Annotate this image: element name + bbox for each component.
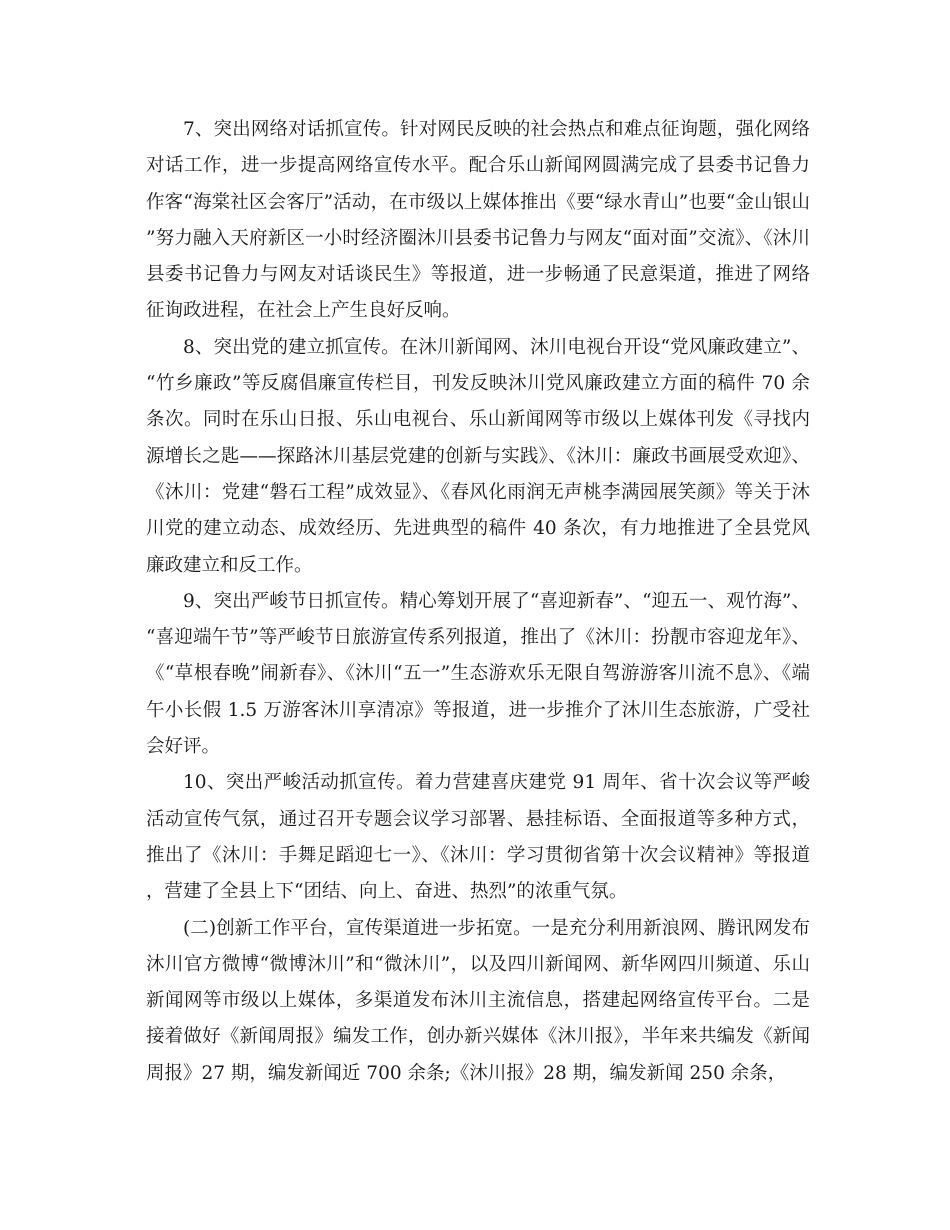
paragraph-party-building: 8、突出党的建立抓宣传。在沐川新闻网、沐川电视台开设“党风廉政建立”、“竹乡廉政”等反腐倡廉宣传栏目，刊发反映沐川党风廉政建立方面的稿件 70 余条次。同时在乐山日报、乐山电视台、乐山新闻网等市级以上媒体刊发《寻找内源增长之匙——探路沐川基层党建的创新与实践》、《沐川：廉政书画展受欢迎》、《沐川：党建“磐石工程”成效显》、《春风化雨润无声桃李满园展笑颜》等关于沐川党的建立动态、成效经历、先进典型的稿件 40 条次，有力地推进了全县党风廉政建立和反工作。 bbox=[146, 336, 810, 576]
paragraph-innovation-platform: (二)创新工作平台，宣传渠道进一步拓宽。一是充分利用新浪网、腾讯网发布沐川官方微博“微博沐川”和“微沐川”，以及四川新闻网、新华网四川频道、乐山新闻网等市级以上媒体，多渠道发布沐川主流信息，搭建起网络宣传平台。二是接着做好《新闻周报》编发工作，创办新兴媒体《沐川报》，半年来共编发《新闻周报》27 期，编发新闻近 700 余条;《沐川报》28 期，编发新闻 250 余条， bbox=[146, 917, 810, 1084]
paragraph-holiday-publicity: 9、突出严峻节日抓宣传。精心筹划开展了“喜迎新春”、“迎五一、观竹海”、“喜迎端午节”等严峻节日旅游宣传系列报道，推出了《沐川：扮靓市容迎龙年》、《“草根春晚”闹新春》、《沐川“五一”生态游欢乐无限自驾游游客川流不息》、《端午小长假 1.5 万游客沐川享清凉》等报道，进一步推介了沐川生态旅游，广受社会好评。 bbox=[146, 590, 810, 758]
document-body bbox=[146, 112, 810, 1092]
paragraph-major-events: 10、突出严峻活动抓宣传。着力营建喜庆建党 91 周年、省十次会议等严峻活动宣传气氛，通过召开专题会议学习部署、悬挂标语、全面报道等多种方式，推出了《沐川：手舞足蹈迎七一》、《沐川：学习贯彻省第十次会议精神》等报道，营建了全县上下“团结、向上、奋进、热烈”的浓重气氛。 bbox=[146, 772, 810, 903]
paragraph-network-dialogue: 7、突出网络对话抓宣传。针对网民反映的社会热点和难点征询题，强化网络对话工作，进一步提高网络宣传水平。配合乐山新闻网圆满完成了县委书记鲁力作客“海棠社区会客厅”活动，在市级以上媒体推出《要“绿水青山”也要“金山银山”努力融入天府新区一小时经济圈沐川县委书记鲁力与网友“面对面”交流》、《沐川县委书记鲁力与网友对话谈民生》等报道，进一步畅通了民意渠道，推进了网络征询政进程，在社会上产生良好反响。 bbox=[146, 119, 810, 322]
